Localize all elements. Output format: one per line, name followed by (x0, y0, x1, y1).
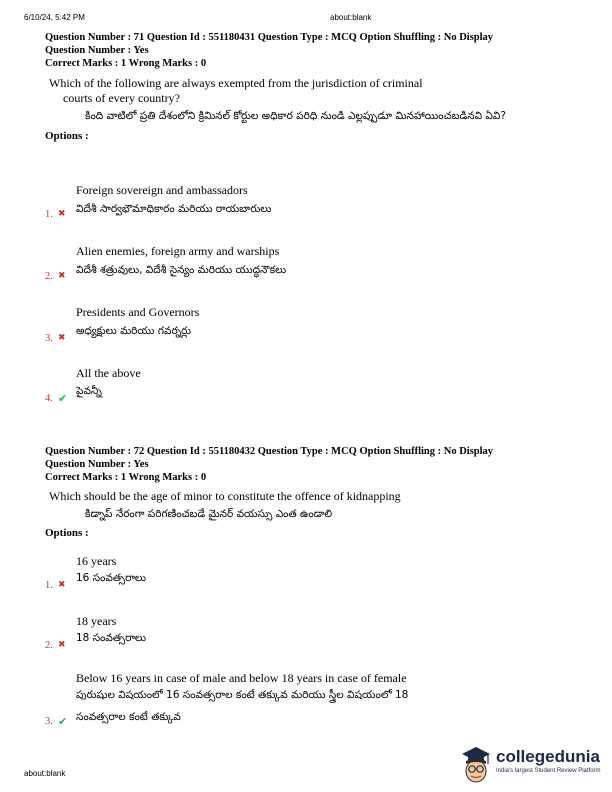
option-text-te: 18 సంవత్సరాలు (76, 632, 146, 644)
option-number: 3. (45, 333, 53, 344)
question-text (49, 76, 585, 106)
option-text-te: 16 సంవత్సరాలు (76, 572, 146, 584)
print-datetime: 6/10/24, 5:42 PM (24, 13, 85, 22)
option-number: 3. (45, 716, 53, 727)
option-number: 2. (45, 271, 53, 282)
options-list-71 (45, 183, 585, 413)
option-text-en: 16 years (76, 554, 117, 568)
question-text-line1: Which of the following are always exempted from the jurisdiction of criminal (49, 76, 423, 90)
option-text-te: పురుషుల విషయంలో 16 సంవత్సరాల కంటే తక్కువ మరియు స్త్రీల విషయంలో 18 (76, 689, 409, 701)
question-text-telugu: కింది వాటిలో ప్రతి దేశంలోని క్రిమినల్ కోర్టుల అధికార పరిధి నుండి ఎల్లప్పుడూ మినహాయించబడినవి ఏవి? (85, 110, 506, 122)
option-number: 1. (45, 580, 53, 591)
option-number: 4. (45, 393, 53, 404)
option-text-en: All the above (76, 366, 141, 380)
question-meta-2: Question Number : Yes (45, 459, 149, 470)
wrong-mark-icon: ✖ (58, 580, 66, 590)
logo-wordmark: collegedunia (496, 747, 600, 766)
option-number: 1. (45, 209, 53, 220)
footer-url: about:blank (24, 769, 66, 778)
options-list-72 (45, 554, 585, 734)
question-marks: Correct Marks : 1 Wrong Marks : 0 (45, 472, 207, 483)
option-text-en: Below 16 years in case of male and below 18 years in case of female (76, 671, 407, 685)
logo-tagline: India's largest Student Review Platform (496, 768, 601, 774)
options-label: Options : (45, 130, 89, 142)
question-marks: Correct Marks : 1 Wrong Marks : 0 (45, 58, 207, 69)
question-text: Which should be the age of minor to constitute the offence of kidnapping (49, 489, 401, 503)
option-text-en: Alien enemies, foreign army and warships (76, 244, 280, 258)
correct-check-icon: ✔ (58, 392, 68, 405)
graduate-mascot-icon (458, 744, 494, 786)
question-meta: Question Number : 72 Question Id : 551180432 Question Type : MCQ Option Shuffling : No Display (45, 446, 494, 457)
option-text-te: విదేశీ సార్వభౌమాధికారం మరియు రాయబారులు (76, 203, 272, 215)
question-meta: Question Number : 71 Question Id : 551180431 Question Type : MCQ Option Shuffling : No Display (45, 32, 494, 43)
question-text-line2: courts of every country? (63, 91, 180, 105)
question-block-71 (45, 31, 585, 142)
option-text-en: 18 years (76, 614, 117, 628)
question-block-72 (45, 445, 585, 539)
option-text-te-line2: సంవత్సరాల కంటే తక్కువ (76, 711, 181, 723)
correct-check-icon: ✔ (58, 715, 68, 728)
question-text-telugu: కిడ్నాప్ నేరంగా పరిగణించబడే మైనర్ వయస్సు ఎంత ఉండాలి (85, 508, 333, 520)
wrong-mark-icon: ✖ (58, 209, 66, 219)
option-text-te: పైవన్నీ (76, 385, 102, 397)
option-number: 2. (45, 640, 53, 651)
wrong-mark-icon: ✖ (58, 333, 66, 343)
wrong-mark-icon: ✖ (58, 271, 66, 281)
option-text-en: Presidents and Governors (76, 305, 200, 319)
print-url: about:blank (330, 13, 372, 22)
option-text-te: అధ్యక్షులు మరియు గవర్నర్లు (76, 325, 191, 337)
wrong-mark-icon: ✖ (58, 640, 66, 650)
option-text-en: Foreign sovereign and ambassadors (76, 183, 248, 197)
options-label: Options : (45, 527, 89, 539)
option-text-te: విదేశీ శత్రువులు, విదేశీ సైన్యం మరియు యుద్ధనౌకలు (76, 264, 287, 276)
question-meta-2: Question Number : Yes (45, 45, 149, 56)
collegedunia-logo (458, 744, 608, 784)
